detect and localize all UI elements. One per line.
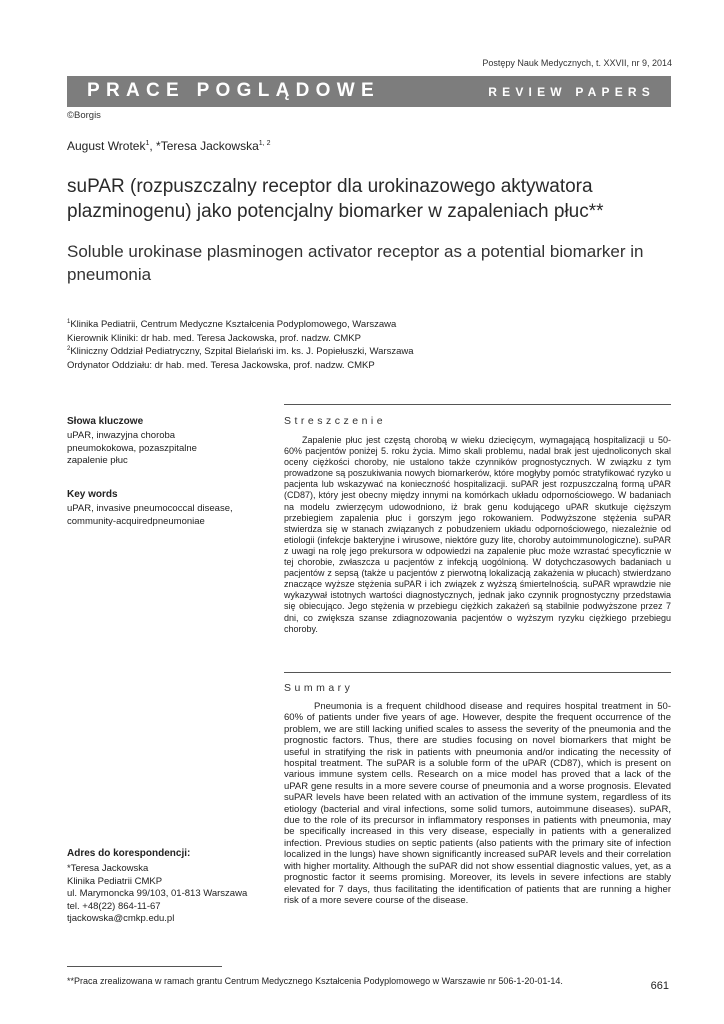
author-affiliation-sup: 1, 2 — [258, 140, 271, 147]
summary-heading: Summary — [284, 682, 354, 694]
affiliation-text: Klinika Pediatrii, Centrum Medyczne Kształcenia Podyplomowego, Warszawa — [70, 319, 397, 330]
keywords-english-list — [67, 503, 257, 528]
affiliation-text: Kierownik Kliniki: dr hab. med. Teresa Jackowska, prof. nadzw. CMKP — [67, 332, 361, 344]
keywords-polish-heading: Słowa kluczowe — [67, 416, 144, 427]
footnote-divider — [67, 966, 222, 967]
affiliations — [67, 318, 667, 372]
publisher-mark: ©Borgis — [67, 110, 101, 121]
summary-english — [284, 701, 671, 906]
keyword-line: uPAR, inwazyjna choroba — [67, 430, 176, 441]
keyword-line: zapalenie płuc — [67, 455, 128, 466]
correspondence-email[interactable]: tjackowska@cmkp.edu.pl — [67, 913, 175, 924]
article-title-english: Soluble urokinase plasminogen activator receptor as a potential biomarker in pneumonia — [67, 242, 644, 284]
funding-footnote: **Praca zrealizowana w ramach grantu Centrum Medycznego Kształcenia Podyplomowego w Warszawie nr 506-1-20-01-14. — [67, 976, 563, 986]
affiliation-line — [67, 318, 667, 332]
correspondence-line: ul. Marymoncka 99/103, 01-813 Warszawa — [67, 888, 248, 899]
abstract-heading: Streszczenie — [284, 415, 387, 427]
affiliation-sup: 1 — [67, 318, 71, 325]
keywords-english — [67, 489, 257, 528]
abstract-polish — [284, 435, 671, 635]
author-separator: , * — [149, 139, 161, 153]
section-banner — [67, 76, 671, 107]
affiliation-line — [67, 332, 667, 346]
keywords-english-heading: Key words — [67, 489, 118, 500]
keyword-line: community-acquiredpneumoniae — [67, 515, 205, 527]
keywords-polish — [67, 416, 257, 468]
abstract-divider — [284, 404, 671, 405]
article-title-polish: suPAR (rozpuszczalny receptor dla urokinazowego aktywatora plazminogenu) jako potencjalny biomarker w zapaleniach płuc** — [67, 176, 604, 222]
page-number: 661 — [650, 980, 669, 992]
section-title-polish: PRACE POGLĄDOWE — [87, 80, 380, 101]
author-line — [67, 139, 270, 153]
keyword-line: uPAR, invasive pneumococcal disease, — [67, 503, 233, 514]
author-name: Teresa Jackowska — [160, 139, 259, 153]
keywords-polish-list — [67, 430, 257, 468]
correspondence-address — [67, 848, 267, 926]
keyword-line: pneumokokowa, pozaszpitalne — [67, 442, 197, 454]
correspondence-heading: Adres do korespondencji: — [67, 848, 191, 859]
author-name: August Wrotek — [67, 139, 146, 153]
section-title-english: REVIEW PAPERS — [488, 85, 655, 99]
affiliation-text: Kliniczny Oddział Pediatryczny, Szpital Bielański im. ks. J. Popiełuszki, Warszawa — [70, 346, 414, 357]
correspondence-line: tel. +48(22) 864-11-67 — [67, 900, 161, 912]
correspondence-lines — [67, 863, 267, 926]
abstract-polish-text: Zapalenie płuc jest częstą chorobą w wieku dziecięcym, wymagającą hospitalizacji u 50-60% pacjentów poniżej 5. roku życia. Mimo skali problemu, nadal brak jest ujednoliconych skal oceny ciężkości choroby, nie ustalono także czynników prognostycznych. W związku z tym prowadzone są poszukiwania nowych biomarkerów, które mogłyby pomóc stratyfikować ryzyko u pacjenta lub wskazywać na konieczność hospitalizacji. suPAR jest rozpuszczalną formą uPAR (CD87), który jest obecny między innymi na komórkach układu odpornościowego. W badaniach na modelu zwierzęcym udowodniono, iż brak genu kodującego uPAR skutkuje cięższym przebiegiem zapalenia płuc i gorszym jego rokowaniem. Podwyższone stężenia suPAR stwierdza się w stanach związanych z pobudzeniem układu odpornościowego, niezależnie od etiologii (infekcje bakteryjne i wirusowe, niektóre guzy lite, choroby autoimmunologiczne). suPAR z uwagi na rolę jego prekursora w odpowiedzi na zapalenie płuc może wzrastać specyficznie w tej chorobie, zwłaszcza u pacjentów z infekcją uogólnioną. W dotychczasowych badaniach u pacjentów z sepsą (także u pacjentów z pierwotną lokalizacją zakażenia w płucach) stwierdzano znaczące wyższe stężenia suPAR i ich związek z wyższą śmiertelnością. suPAR wprawdzie nie wykazywał istotnych wartości diagnostycznych, jednak jako czynnik prognostyczny przedstawia się obiecująco. Jego stężenia w przebiegu ciężkich zakażeń są stabilnie podwyższone przez 7 dni, co zwiększa szanse zdiagnozowania pacjentów o wyższym ryzyku ciężkiego przebiegu choroby. — [284, 435, 671, 634]
affiliation-sup: 2 — [67, 345, 71, 352]
affiliation-line — [67, 359, 667, 373]
affiliation-text: Ordynator Oddziału: dr hab. med. Teresa Jackowska, prof. nadzw. CMKP — [67, 359, 375, 371]
summary-english-text: Pneumonia is a frequent childhood disease and requires hospital treatment in 50-60% of patients under five years of age. However, despite the frequent occurrence of the problem, we are still lacking unified scales to assess the severity of the pneumonia and the prognostic factors. Thus, there are studies focusing on novel biomarkers that might be useful in stratifying the risk in patients with pneumonia and/or indicating the necessity of hospital treatment. The suPAR is a soluble form of the uPAR (CD87), which is present on various immune system cells. Research on a mice model has proved that a lack of the uPAR gene results in a more severe course of pneumonia and a worse prognosis. Elevated suPAR levels have been related with an activation of the immune system, regardless of its etiology (bacterial and viral infections, some solid tumors, autoimmune diseases). suPAR, due to the role of its precursor in inflammatory responses in patients with pneumonia, may be specifically increased in this very disease, especially in patients with a generalized infection. Previous studies on septic patients (also patients with the primary site of infection localized in the lungs) have shown significantly increased suPAR levels and their correlation with higher mortality. Although the suPAR did not show essential diagnostic values, yet, as a prognostic factor it seems promising. Moreover, its levels in severe infections are stably elevated for 7 days, thus facilitating the identification of patients that are running a higher risk of a more severe course of the disease. — [284, 701, 671, 906]
correspondence-line: *Teresa Jackowska — [67, 863, 149, 874]
summary-divider — [284, 672, 671, 673]
author-affiliation-sup: 1 — [145, 140, 150, 147]
journal-header: Postępy Nauk Medycznych, t. XXVII, nr 9, 2014 — [482, 58, 672, 68]
affiliation-line — [67, 345, 667, 359]
correspondence-line: Klinika Pediatrii CMKP — [67, 875, 163, 887]
